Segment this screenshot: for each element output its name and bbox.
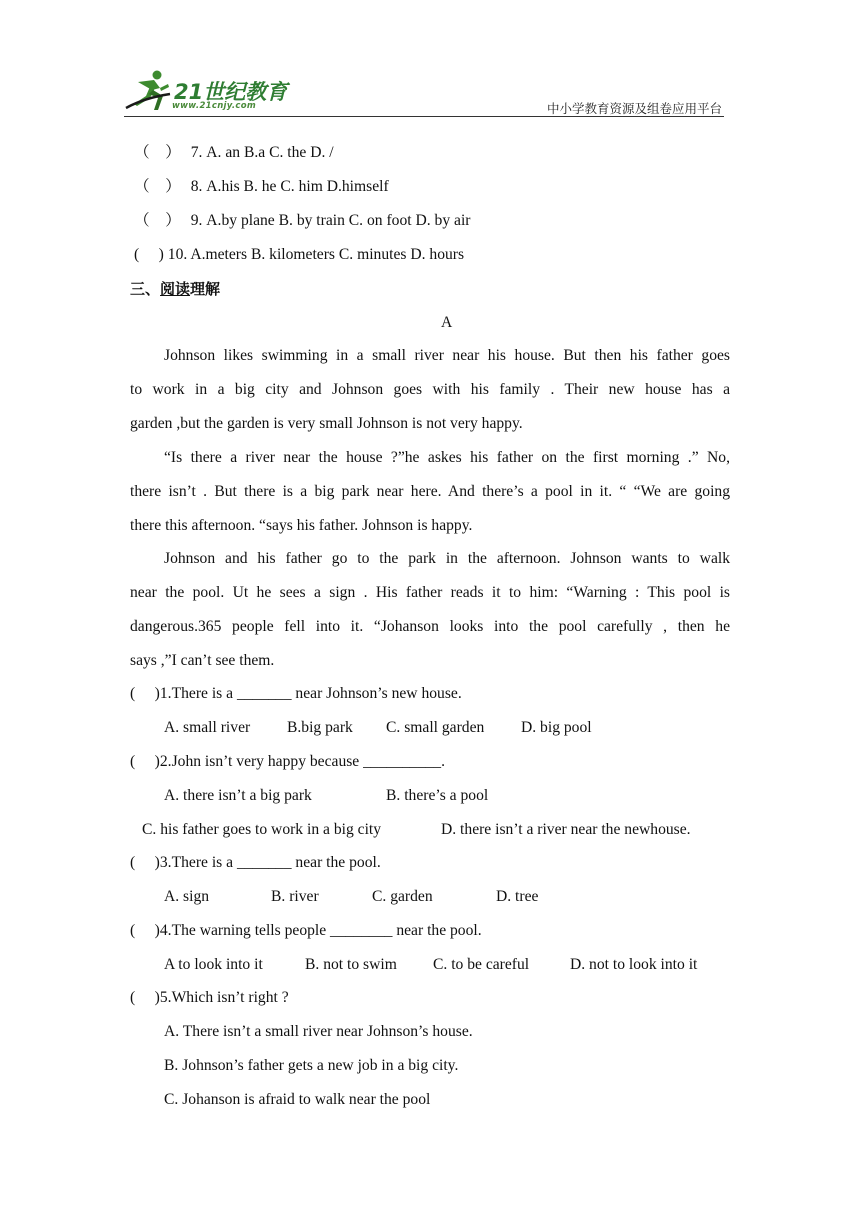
reading-question-3: ( )3.There is a _______ near the pool. <box>130 854 381 871</box>
answer-paren: （ ） <box>134 212 181 229</box>
passage-label: A <box>441 314 453 331</box>
reading-question-1: ( )1.There is a _______ near Johnson’s new house. <box>130 685 462 702</box>
paragraph-line: dangerous.365 people fell into it. “Johanson looks into the pool carefully , then he <box>130 618 730 635</box>
paragraph-line: Johnson and his father go to the park in the afternoon. Johnson wants to walk <box>164 550 730 567</box>
header-platform-text: 中小学教育资源及组卷应用平台 <box>546 101 722 116</box>
paragraph-line: there isn’t . But there is a big park near here. And there’s a pool in it. “ “We are going <box>130 483 730 500</box>
option-b: B. there’s a pool <box>386 787 489 804</box>
option-a: A to look into it <box>164 956 263 973</box>
option-b: B.big park <box>287 719 353 736</box>
section-number: 三、 <box>130 280 161 298</box>
option-a: A. there isn’t a big park <box>164 787 312 804</box>
question-8 <box>134 177 389 197</box>
option-c: C. Johanson is afraid to walk near the pool <box>164 1091 431 1108</box>
header-divider <box>124 116 724 117</box>
reading-question-5: ( )5.Which isn’t right ? <box>130 989 289 1006</box>
option-d: D. not to look into it <box>570 956 698 973</box>
logo <box>124 66 299 118</box>
paragraph-line: “Is there a river near the house ?”he askes his father on the first morning .” No, <box>164 449 730 466</box>
passage-paragraph-1 <box>130 339 730 441</box>
paragraph-line: garden ,but the garden is very small Johnson is not very happy. <box>130 415 523 432</box>
option-c: C. garden <box>372 888 433 905</box>
option-c: C. to be careful <box>433 956 530 973</box>
answer-paren: （ ） <box>134 178 181 195</box>
question-10 <box>134 245 464 265</box>
section-heading-rest: 理解 <box>190 280 221 298</box>
logo-title: 21世纪教育 <box>174 80 288 104</box>
answer-paren: （ ） <box>134 144 181 161</box>
option-d: D. tree <box>496 888 539 905</box>
option-d: D. there isn’t a river near the newhouse. <box>441 821 691 838</box>
section-heading-underlined: 阅读 <box>160 280 191 298</box>
reading-question-2: ( )2.John isn’t very happy because __________. <box>130 753 445 770</box>
question-text: 9. A.by plane B. by train C. on foot D. by air <box>190 212 471 229</box>
option-b: B. Johnson’s father gets a new job in a big city. <box>164 1057 459 1074</box>
question-text: 8. A.his B. he C. him D.himself <box>190 178 389 195</box>
option-b: B. not to swim <box>305 956 397 973</box>
option-c: C. his father goes to work in a big city <box>142 821 382 838</box>
passage-paragraph-2 <box>130 441 730 543</box>
question-9 <box>134 211 471 231</box>
question-text: 10. A.meters B. kilometers C. minutes D. hours <box>167 246 465 263</box>
paragraph-line: to work in a big city and Johnson goes with his family . Their new house has a <box>130 381 730 398</box>
reading-question-4: ( )4.The warning tells people ________ near the pool. <box>130 922 482 939</box>
logo-url: www.21cnjy.com <box>172 101 256 111</box>
runner-logo-icon <box>124 68 172 112</box>
section-heading <box>130 279 220 299</box>
option-a: A. small river <box>164 719 251 736</box>
passage-paragraph-3 <box>130 542 730 678</box>
paragraph-line: says ,”I can’t see them. <box>130 652 275 669</box>
paragraph-line: Johnson likes swimming in a small river near his house. But then his father goes <box>164 347 730 364</box>
option-d: D. big pool <box>521 719 592 736</box>
question-7 <box>134 143 334 163</box>
answer-paren: ( ) <box>134 246 164 263</box>
page-header <box>124 66 724 118</box>
option-b: B. river <box>271 888 319 905</box>
paragraph-line: near the pool. Ut he sees a sign . His father reads it to him: “Warning : This pool is <box>130 584 730 601</box>
option-a: A. There isn’t a small river near Johnson’s house. <box>164 1023 473 1040</box>
option-a: A. sign <box>164 888 210 905</box>
option-c: C. small garden <box>386 719 485 736</box>
paragraph-line: there this afternoon. “says his father. Johnson is happy. <box>130 517 473 534</box>
question-text: 7. A. an B.a C. the D. / <box>190 144 334 161</box>
